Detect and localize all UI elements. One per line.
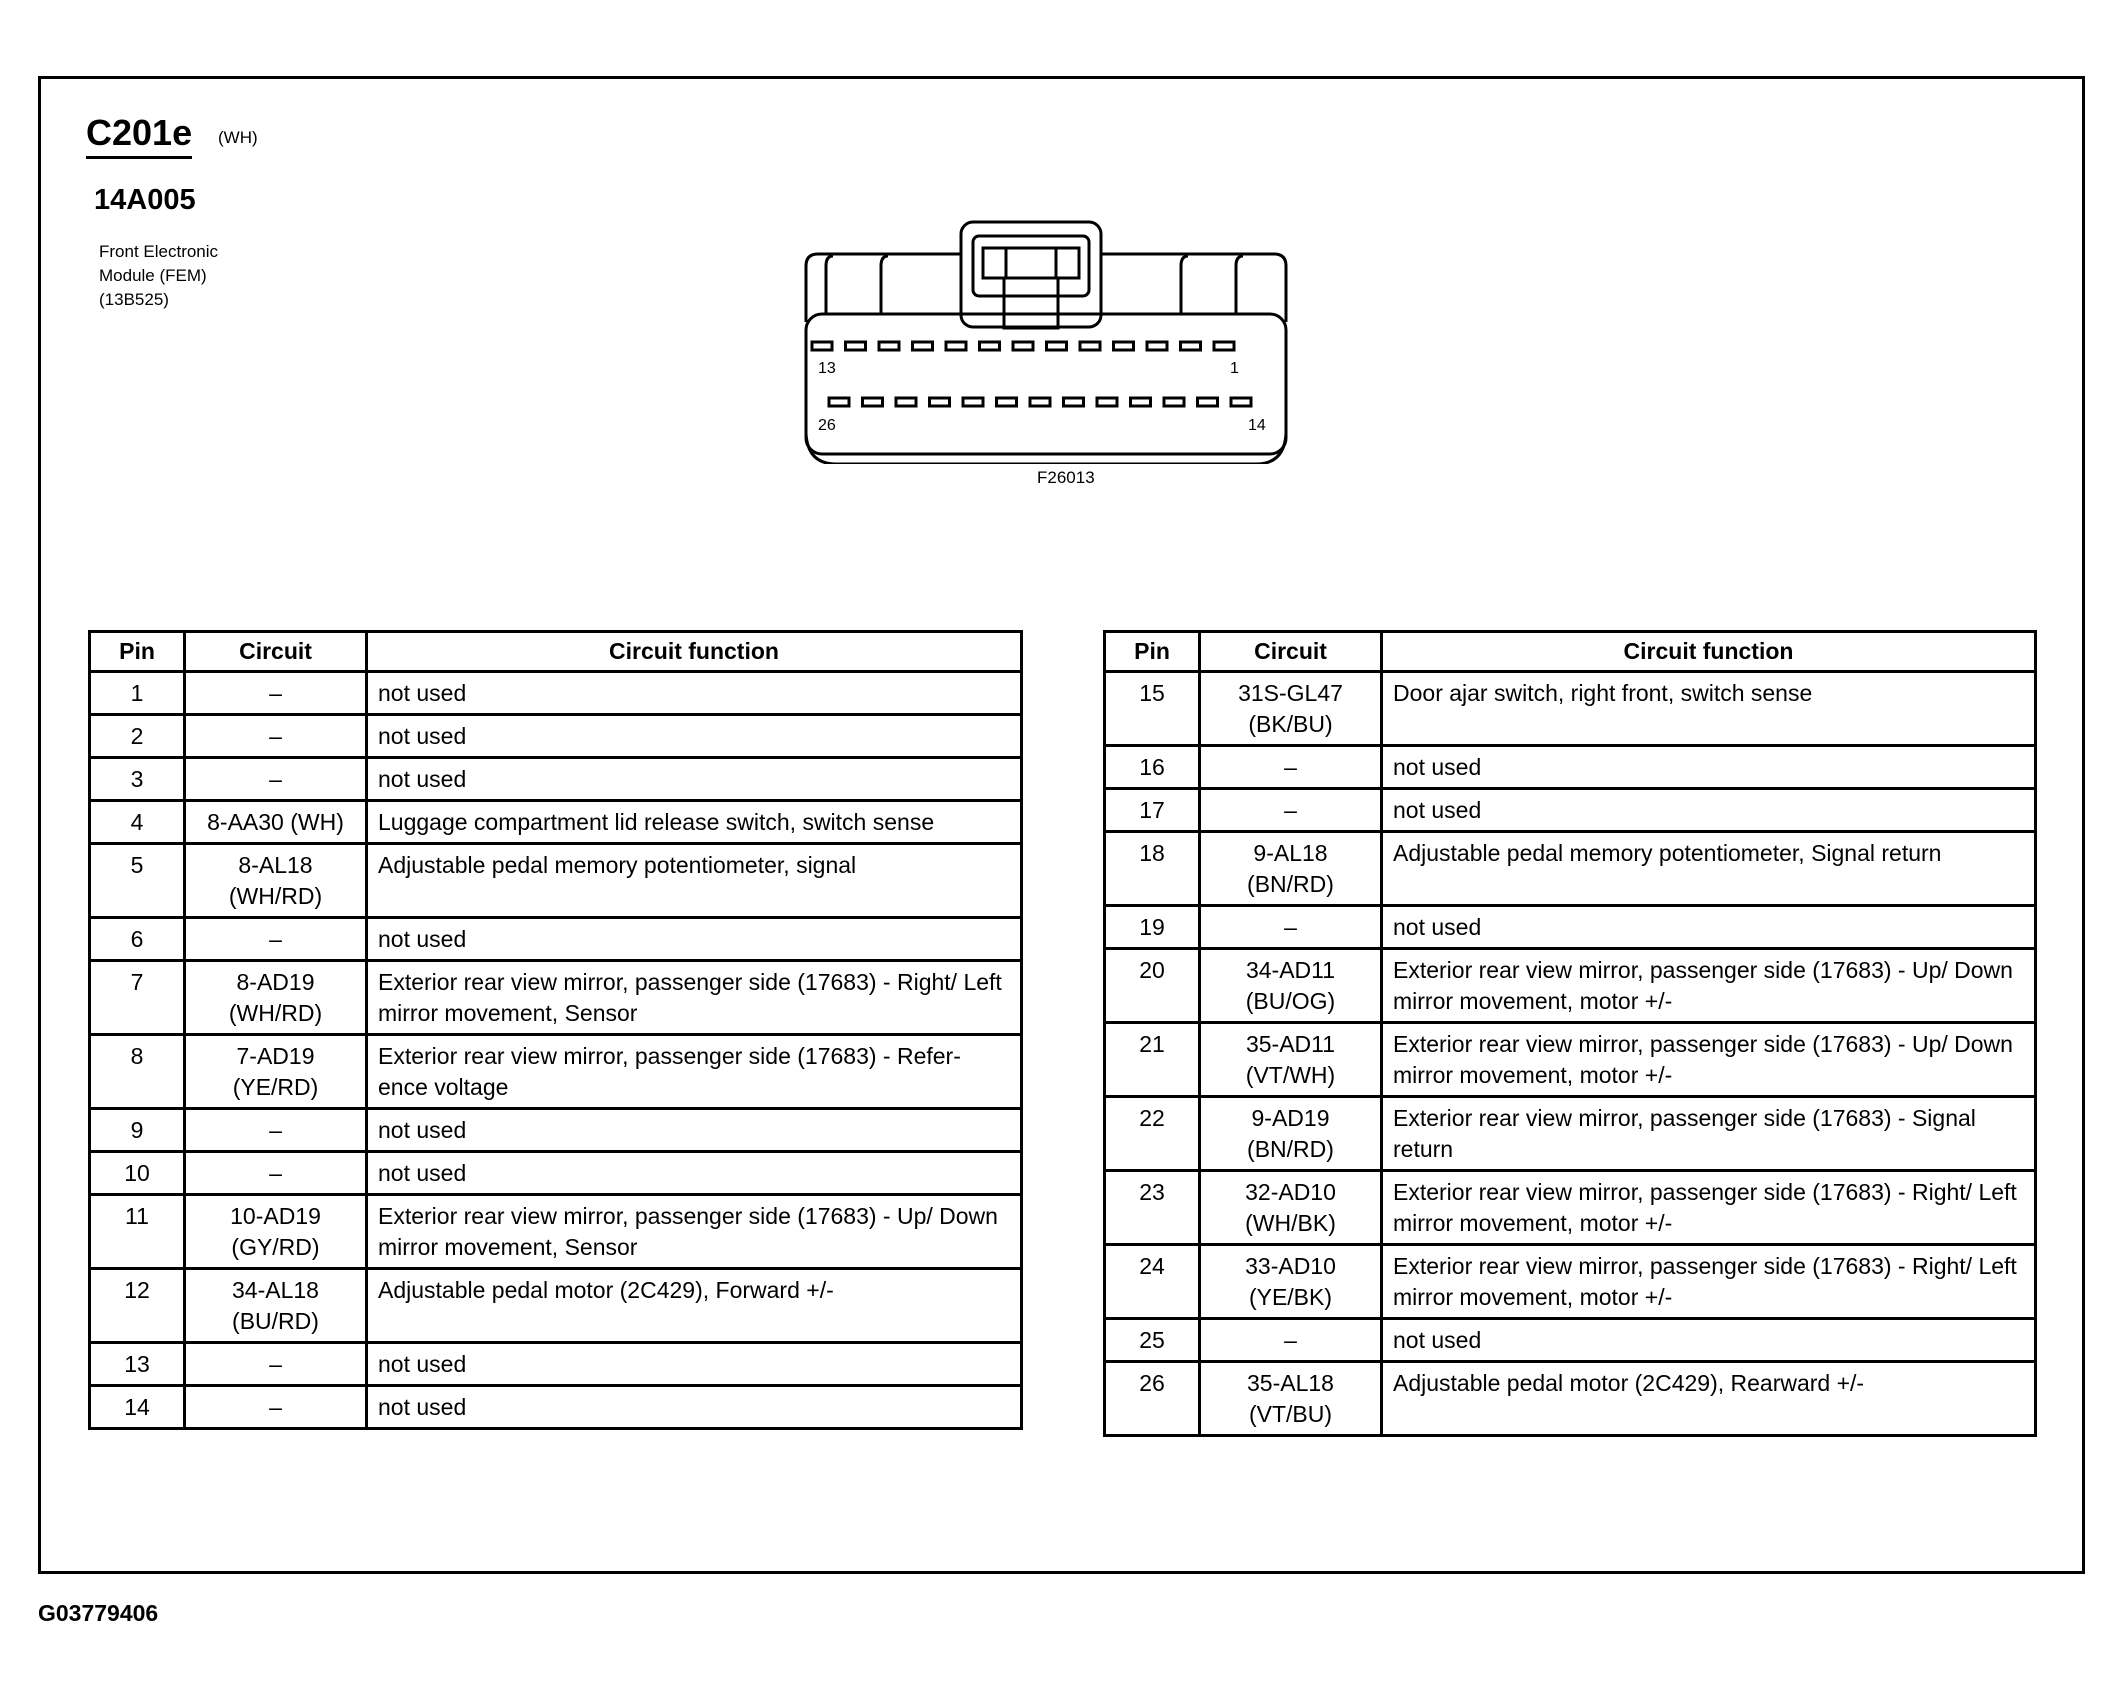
pin-cavity xyxy=(1198,398,1218,406)
table-row xyxy=(1105,1097,2036,1171)
table-row xyxy=(90,1195,1022,1269)
pin-cell: 13 xyxy=(90,1343,185,1386)
function-cell: not used xyxy=(1382,906,2036,949)
pin-cavity xyxy=(997,398,1017,406)
circuit-cell: – xyxy=(185,1152,367,1195)
table-row xyxy=(90,1035,1022,1109)
circuit-cell: – xyxy=(185,1343,367,1386)
bottom-row-right-label: 14 xyxy=(1248,417,1266,434)
description-line: Front Electronic xyxy=(99,242,219,261)
table-row xyxy=(90,758,1022,801)
circuit-cell: 10-AD19 (GY/RD) xyxy=(185,1195,367,1269)
function-cell: Adjustable pedal memory potentiometer, Signal return xyxy=(1382,832,2036,906)
pin-cell: 20 xyxy=(1105,949,1200,1023)
pin-cell: 11 xyxy=(90,1195,185,1269)
pin-cell: 24 xyxy=(1105,1245,1200,1319)
pin-cavity xyxy=(879,342,899,350)
connector-id: C201e xyxy=(86,112,192,159)
circuit-cell: – xyxy=(185,672,367,715)
pin-cell: 26 xyxy=(1105,1362,1200,1436)
pin-column-header: Pin xyxy=(1105,632,1200,672)
function-cell: Adjustable pedal memory potentiometer, signal xyxy=(367,844,1022,918)
circuit-cell: – xyxy=(185,715,367,758)
function-cell: Exterior rear view mirror, passenger side (17683) - Right/ Left mirror movement, motor +/- xyxy=(1382,1171,2036,1245)
circuit-cell: 7-AD19 (YE/RD) xyxy=(185,1035,367,1109)
function-cell: not used xyxy=(367,672,1022,715)
pin-cavity xyxy=(1231,398,1251,406)
circuit-column-header: Circuit xyxy=(185,632,367,672)
function-cell: Door ajar switch, right front, switch sense xyxy=(1382,672,2036,746)
circuit-cell: 32-AD10 (WH/BK) xyxy=(1200,1171,1382,1245)
pin-cavity xyxy=(1147,342,1167,350)
pin-cavity xyxy=(946,342,966,350)
function-cell: not used xyxy=(367,715,1022,758)
table-row xyxy=(1105,1245,2036,1319)
function-cell: Exterior rear view mirror, passenger side (17683) - Right/ Left mirror movement, motor +/- xyxy=(1382,1245,2036,1319)
function-cell: not used xyxy=(367,758,1022,801)
function-cell: not used xyxy=(367,918,1022,961)
pinout-table-right xyxy=(1103,630,2037,1437)
top-row-left-label: 13 xyxy=(818,360,836,377)
pin-cavity xyxy=(913,342,933,350)
function-column-header: Circuit function xyxy=(367,632,1022,672)
pin-column-header: Pin xyxy=(90,632,185,672)
pin-cavity xyxy=(863,398,883,406)
function-cell: Exterior rear view mirror, passenger side (17683) - Up/ Down mirror movement, motor +/- xyxy=(1382,1023,2036,1097)
circuit-cell: 31S-GL47 (BK/BU) xyxy=(1200,672,1382,746)
table-row xyxy=(1105,1023,2036,1097)
circuit-cell: 34-AD11 (BU/OG) xyxy=(1200,949,1382,1023)
table-row xyxy=(1105,949,2036,1023)
circuit-cell: 8-AA30 (WH) xyxy=(185,801,367,844)
pinout-table-left xyxy=(88,630,1023,1430)
pin-cell: 18 xyxy=(1105,832,1200,906)
function-cell: Exterior rear view mirror, passenger side (17683) - Up/ Down mirror movement, motor +/- xyxy=(1382,949,2036,1023)
table-header-row xyxy=(90,632,1022,672)
circuit-cell: – xyxy=(1200,789,1382,832)
figure-id: F26013 xyxy=(1037,468,1095,487)
table-row xyxy=(90,715,1022,758)
pin-cavity xyxy=(1080,342,1100,350)
function-cell: Adjustable pedal motor (2C429), Rearward +/- xyxy=(1382,1362,2036,1436)
pin-cell: 25 xyxy=(1105,1319,1200,1362)
circuit-cell: 34-AL18 (BU/RD) xyxy=(185,1269,367,1343)
pin-cell: 8 xyxy=(90,1035,185,1109)
pin-cell: 23 xyxy=(1105,1171,1200,1245)
pin-cell: 6 xyxy=(90,918,185,961)
pin-cell: 17 xyxy=(1105,789,1200,832)
table-row xyxy=(1105,789,2036,832)
description-line: Module (FEM) xyxy=(99,266,207,285)
table-row xyxy=(1105,906,2036,949)
table-row xyxy=(1105,1171,2036,1245)
function-cell: not used xyxy=(367,1386,1022,1429)
pin-cell: 5 xyxy=(90,844,185,918)
circuit-cell: 9-AL18 (BN/RD) xyxy=(1200,832,1382,906)
pin-cell: 1 xyxy=(90,672,185,715)
table-row xyxy=(90,961,1022,1035)
table-row xyxy=(1105,832,2036,906)
pin-cell: 12 xyxy=(90,1269,185,1343)
pin-cavity xyxy=(1064,398,1084,406)
table-row xyxy=(1105,672,2036,746)
circuit-cell: – xyxy=(1200,906,1382,949)
pin-cell: 14 xyxy=(90,1386,185,1429)
table-header-row xyxy=(1105,632,2036,672)
pin-cavity xyxy=(1131,398,1151,406)
circuit-cell: 35-AL18 (VT/BU) xyxy=(1200,1362,1382,1436)
pin-cavity xyxy=(1030,398,1050,406)
circuit-cell: 33-AD10 (YE/BK) xyxy=(1200,1245,1382,1319)
function-cell: not used xyxy=(367,1343,1022,1386)
pin-cavity xyxy=(1114,342,1134,350)
function-cell: not used xyxy=(1382,789,2036,832)
pin-cell: 16 xyxy=(1105,746,1200,789)
pin-cavity xyxy=(1164,398,1184,406)
pin-cavity xyxy=(846,342,866,350)
table-row xyxy=(90,1109,1022,1152)
function-column-header: Circuit function xyxy=(1382,632,2036,672)
pin-cell: 3 xyxy=(90,758,185,801)
table-row xyxy=(90,1269,1022,1343)
function-cell: Exterior rear view mirror, passenger side (17683) - Up/ Down mirror movement, Sensor xyxy=(367,1195,1022,1269)
table-row xyxy=(90,918,1022,961)
function-cell: not used xyxy=(1382,1319,2036,1362)
circuit-cell: – xyxy=(185,1386,367,1429)
pin-cavity xyxy=(980,342,1000,350)
table-row xyxy=(90,672,1022,715)
table-row xyxy=(90,844,1022,918)
pin-cell: 19 xyxy=(1105,906,1200,949)
pin-cavity xyxy=(1181,342,1201,350)
circuit-cell: – xyxy=(185,1109,367,1152)
pin-cell: 2 xyxy=(90,715,185,758)
circuit-cell: 8-AL18 (WH/RD) xyxy=(185,844,367,918)
circuit-cell: – xyxy=(1200,746,1382,789)
table-row xyxy=(90,801,1022,844)
pin-cavity xyxy=(829,398,849,406)
circuit-cell: – xyxy=(185,918,367,961)
function-cell: not used xyxy=(367,1152,1022,1195)
pin-cell: 22 xyxy=(1105,1097,1200,1171)
top-row-right-label: 1 xyxy=(1230,360,1239,377)
pin-cell: 7 xyxy=(90,961,185,1035)
function-cell: Exterior rear view mirror, passenger side (17683) - Refer- ence voltage xyxy=(367,1035,1022,1109)
circuit-cell: – xyxy=(1200,1319,1382,1362)
pin-cavity xyxy=(930,398,950,406)
document-id: G03779406 xyxy=(38,1600,159,1626)
table-row xyxy=(90,1152,1022,1195)
table-row xyxy=(90,1343,1022,1386)
connector-face-diagram xyxy=(796,214,1296,464)
circuit-cell: 9-AD19 (BN/RD) xyxy=(1200,1097,1382,1171)
pin-cell: 4 xyxy=(90,801,185,844)
module-description xyxy=(99,240,218,312)
pin-cavity xyxy=(896,398,916,406)
circuit-cell: 8-AD19 (WH/RD) xyxy=(185,961,367,1035)
function-cell: not used xyxy=(367,1109,1022,1152)
part-number: 14A005 xyxy=(94,184,196,216)
pin-cavity xyxy=(1047,342,1067,350)
pin-cavity xyxy=(1097,398,1117,406)
table-row xyxy=(1105,1362,2036,1436)
function-cell: Exterior rear view mirror, passenger side (17683) - Right/ Left mirror movement, Sensor xyxy=(367,961,1022,1035)
circuit-column-header: Circuit xyxy=(1200,632,1382,672)
pin-cavity xyxy=(963,398,983,406)
pin-cell: 9 xyxy=(90,1109,185,1152)
pin-cell: 15 xyxy=(1105,672,1200,746)
table-row xyxy=(90,1386,1022,1429)
function-cell: Exterior rear view mirror, passenger side (17683) - Signal return xyxy=(1382,1097,2036,1171)
pin-cavity xyxy=(1013,342,1033,350)
function-cell: Adjustable pedal motor (2C429), Forward +/- xyxy=(367,1269,1022,1343)
connector-color: (WH) xyxy=(218,128,258,147)
table-row xyxy=(1105,1319,2036,1362)
circuit-cell: 35-AD11 (VT/WH) xyxy=(1200,1023,1382,1097)
pin-cell: 10 xyxy=(90,1152,185,1195)
pin-cavity xyxy=(812,342,832,350)
circuit-cell: – xyxy=(185,758,367,801)
function-cell: not used xyxy=(1382,746,2036,789)
pin-cell: 21 xyxy=(1105,1023,1200,1097)
table-row xyxy=(1105,746,2036,789)
pin-cavity xyxy=(1214,342,1234,350)
description-line: (13B525) xyxy=(99,290,169,309)
bottom-row-left-label: 26 xyxy=(818,417,836,434)
function-cell: Luggage compartment lid release switch, switch sense xyxy=(367,801,1022,844)
